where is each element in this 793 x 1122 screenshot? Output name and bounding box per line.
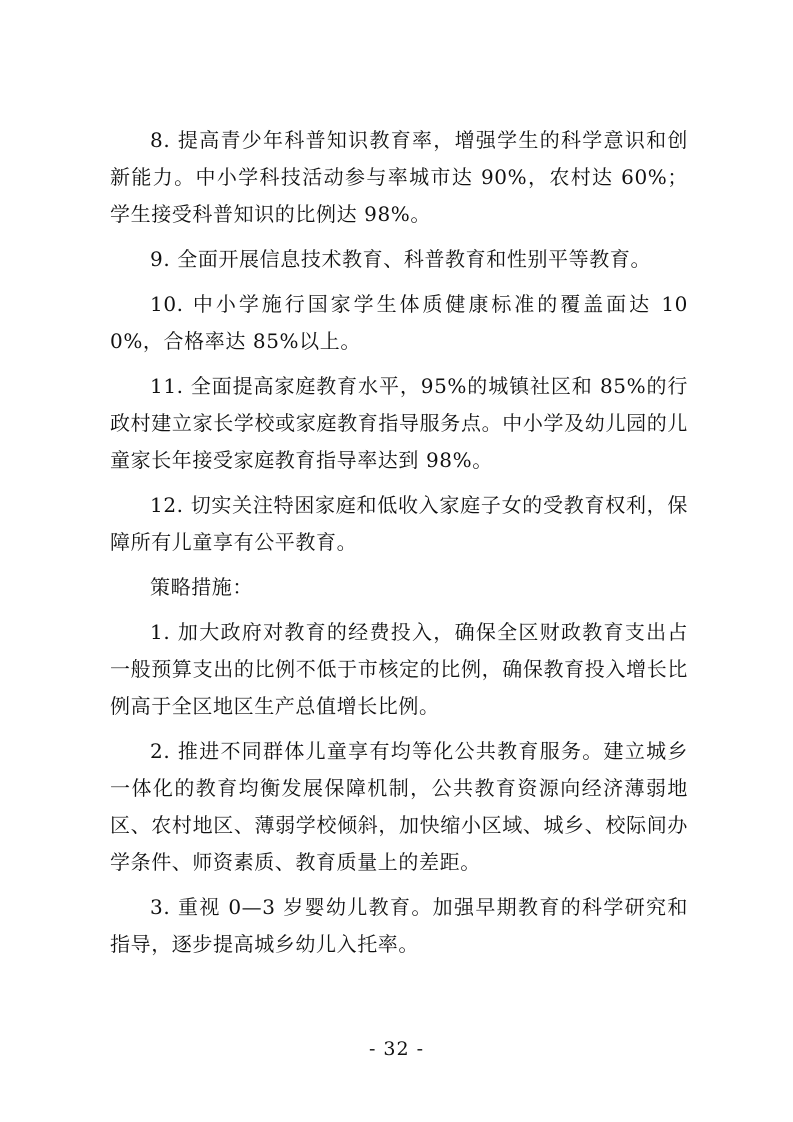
paragraph-goal-12: 12. 切实关注特困家庭和低收入家庭子女的受教育权利，保障所有儿童享有公平教育。: [110, 493, 688, 554]
page-number: - 32 -: [368, 1038, 425, 1060]
document-body: [110, 122, 688, 971]
paragraph-goal-8: 8. 提高青少年科普知识教育率，增强学生的科学意识和创新能力。中小学科技活动参与率城市达 90%，农村达 60%；学生接受科普知识的比例达 98%。: [110, 128, 688, 226]
paragraph-goal-9: 9. 全面开展信息技术教育、科普教育和性别平等教育。: [150, 247, 652, 271]
section-heading-strategies: 策略措施：: [150, 575, 253, 599]
paragraph-strategy-3: 3. 重视 0—3 岁婴幼儿教育。加强早期教育的科学研究和指导，逐步提高城乡幼儿入托率。: [110, 895, 688, 956]
paragraph-goal-11: 11. 全面提高家庭教育水平，95%的城镇社区和 85%的行政村建立家长学校或家庭教育指导服务点。中小学及幼儿园的儿童家长年接受家庭教育指导率达到 98%。: [110, 374, 688, 472]
paragraph-goal-10: 10. 中小学施行国家学生体质健康标准的覆盖面达 100%，合格率达 85%以上。: [110, 292, 688, 353]
paragraph-strategy-1: 1. 加大政府对教育的经费投入，确保全区财政教育支出占一般预算支出的比例不低于市核定的比例，确保教育投入增长比例高于全区地区生产总值增长比例。: [110, 620, 688, 718]
paragraph-strategy-2: 2. 推进不同群体儿童享有均等化公共教育服务。建立城乡一体化的教育均衡发展保障机制，公共教育资源向经济薄弱地区、农村地区、薄弱学校倾斜，加快缩小区域、城乡、校际间办学条件、师资素质、教育质量上的差距。: [110, 739, 688, 874]
